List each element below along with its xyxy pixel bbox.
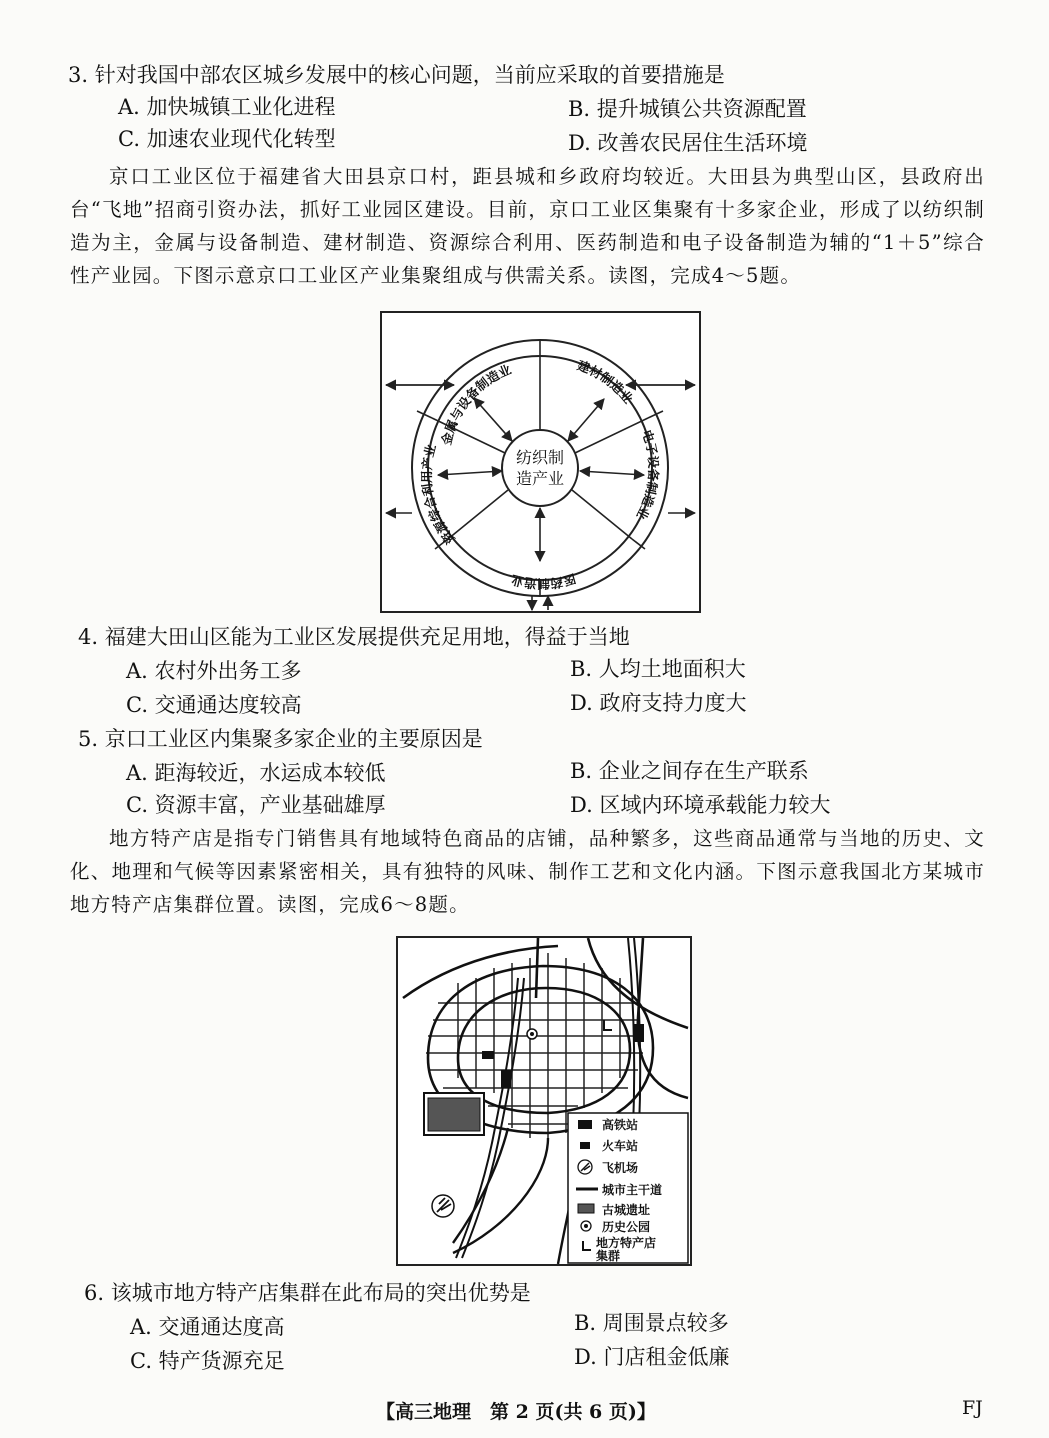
legend-park-icon (581, 1221, 591, 1231)
industry-cluster-diagram (380, 311, 701, 613)
q5-stem: 5. 京口工业区内集聚多家企业的主要原因是 (78, 727, 483, 751)
legend-park-label: 历史公园 (602, 1220, 651, 1234)
edition-code: FJ (962, 1397, 983, 1419)
q3-option-b: B. 提升城镇公共资源配置 (568, 97, 807, 121)
ring-label-metal: 金属与设备制造业 (438, 361, 514, 447)
historic-park-marker (527, 1029, 537, 1039)
specialty-cluster-marker (604, 1020, 612, 1030)
q6-option-b: B. 周围景点较多 (574, 1311, 729, 1335)
q3-option-d: D. 改善农民居住生活环境 (568, 131, 808, 155)
legend-ancient-label: 古城遗址 (602, 1203, 651, 1217)
train-station-marker (482, 1051, 494, 1059)
center-circle (502, 430, 578, 506)
hsr-station-marker (634, 1024, 644, 1042)
legend-train-swatch (580, 1142, 590, 1149)
ring-label-resource: 资源综合利用产业 (419, 442, 458, 548)
q4-option-b: B. 人均土地面积大 (570, 657, 746, 681)
q3-stem: 3. 针对我国中部农区城乡发展中的核心问题，当前应采取的首要措施是 (68, 63, 725, 87)
legend-airport-icon (578, 1160, 592, 1174)
center-label-line1: 纺织制 (515, 448, 565, 467)
passage-1: 京口工业区位于福建省大田县京口村，距县城和乡政府均较近。大田县为典型山区，县政府出台“飞地”招商引资办法，抓好工业园区建设。目前，京口工业区集聚有十多家企业，形成了以纺织制造为主，金属与设备制造、建材制造、资源综合利用、医药制造和电子设备制造为辅的“1＋5”综合性产业园。下图示意京口工业区产业集聚组成与供需关系。读图，完成4～5题。 (70, 165, 985, 287)
legend-airport-label: 飞机场 (602, 1161, 639, 1175)
ring-label-building: 建材制造业 (575, 357, 636, 407)
q5-option-d: D. 区域内环境承载能力较大 (570, 793, 831, 817)
q3-option-a: A. 加快城镇工业化进程 (118, 95, 336, 119)
map-legend (568, 1113, 688, 1263)
legend-hsr-label: 高铁站 (602, 1118, 639, 1132)
page-footer: 【高三地理 第 2 页(共 6 页)】 (376, 1401, 656, 1423)
legend-road-label: 城市主干道 (602, 1183, 663, 1197)
q6-option-c: C. 特产货源充足 (130, 1349, 285, 1373)
q6-option-a: A. 交通通达度高 (130, 1315, 285, 1339)
q6-option-d: D. 门店租金低廉 (574, 1345, 730, 1369)
hsr-station-marker-2 (501, 1070, 511, 1088)
legend-cluster-label-2: 集群 (596, 1249, 621, 1263)
legend-train-label: 火车站 (602, 1139, 639, 1153)
center-label-line2: 造产业 (515, 469, 565, 488)
q5-option-b: B. 企业之间存在生产联系 (570, 759, 809, 783)
q6-stem: 6. 该城市地方特产店集群在此布局的突出优势是 (84, 1281, 531, 1305)
ring-label-electronic: 电子设备制造业 (633, 427, 662, 522)
legend-hsr-swatch (578, 1120, 592, 1129)
q5-option-c: C. 资源丰富，产业基础雄厚 (126, 793, 386, 817)
q5-option-a: A. 距海较近，水运成本较低 (126, 761, 386, 785)
passage-2: 地方特产店是指专门销售具有地域特色商品的店铺，品种繁多，这些商品通常与当地的历史、文化、地理和气候等因素紧密相关，具有独特的风味、制作工艺和文化内涵。下图示意我国北方某城市地方特产店集群位置。读图，完成6～8题。 (70, 827, 985, 916)
q4-option-a: A. 农村外出务工多 (126, 659, 302, 683)
q3-option-c: C. 加速农业现代化转型 (118, 127, 336, 151)
airport-marker (432, 1195, 454, 1217)
q4-option-d: D. 政府支持力度大 (570, 691, 747, 715)
q4-option-c: C. 交通通达度较高 (126, 693, 302, 717)
q4-stem: 4. 福建大田山区能为工业区发展提供充足用地，得益于当地 (78, 625, 630, 649)
legend-cluster-label-1: 地方特产店 (596, 1236, 657, 1250)
ring-label-medicine: 医药制造业 (509, 571, 578, 592)
city-map (396, 936, 692, 1266)
ancient-city-ruins (424, 1093, 484, 1135)
legend-ancient-swatch (578, 1204, 594, 1213)
